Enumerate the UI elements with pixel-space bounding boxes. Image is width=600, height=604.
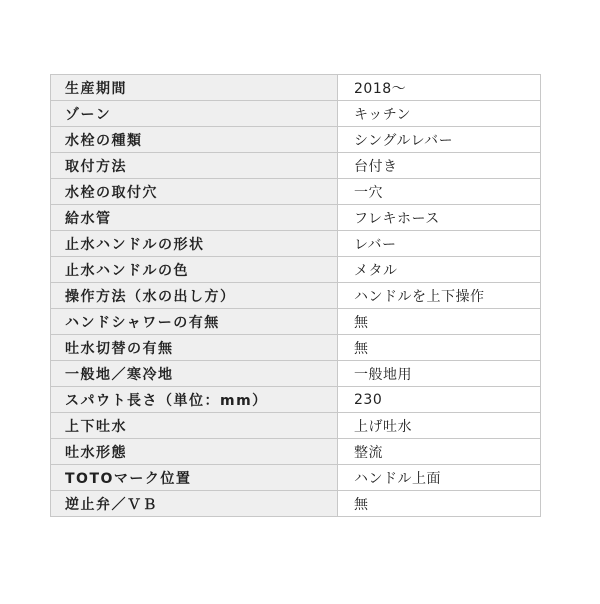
table-row — [51, 335, 541, 361]
table-row — [51, 309, 541, 335]
row-value: シングルレバー — [338, 127, 541, 153]
row-value: レバー — [338, 231, 541, 257]
table-row — [51, 127, 541, 153]
row-label: 水栓の種類 — [51, 127, 338, 153]
table-row — [51, 205, 541, 231]
table-row — [51, 491, 541, 517]
row-value: 無 — [338, 309, 541, 335]
row-value: 無 — [338, 335, 541, 361]
row-label: 給水管 — [51, 205, 338, 231]
row-label: TOTOマーク位置 — [51, 465, 338, 491]
table-row — [51, 231, 541, 257]
row-value: 2018～ — [338, 75, 541, 101]
table-row — [51, 101, 541, 127]
row-value: メタル — [338, 257, 541, 283]
row-value: 台付き — [338, 153, 541, 179]
row-label: ゾーン — [51, 101, 338, 127]
row-value: 一般地用 — [338, 361, 541, 387]
row-label: 生産期間 — [51, 75, 338, 101]
row-label: 水栓の取付穴 — [51, 179, 338, 205]
spec-table — [50, 74, 541, 517]
row-value: 230 — [338, 387, 541, 413]
table-row — [51, 387, 541, 413]
row-label: 止水ハンドルの色 — [51, 257, 338, 283]
row-label: スパウト長さ（単位：mm） — [51, 387, 338, 413]
row-label: 操作方法（水の出し方） — [51, 283, 338, 309]
table-row — [51, 257, 541, 283]
row-value: 一穴 — [338, 179, 541, 205]
row-label: 一般地／寒冷地 — [51, 361, 338, 387]
row-value: フレキホース — [338, 205, 541, 231]
table-row — [51, 465, 541, 491]
row-label: 吐水形態 — [51, 439, 338, 465]
row-value: キッチン — [338, 101, 541, 127]
row-label: 止水ハンドルの形状 — [51, 231, 338, 257]
row-value: 整流 — [338, 439, 541, 465]
row-label: 逆止弁／ＶＢ — [51, 491, 338, 517]
table-row — [51, 179, 541, 205]
row-value: ハンドル上面 — [338, 465, 541, 491]
table-row — [51, 361, 541, 387]
table-row — [51, 283, 541, 309]
row-label: 吐水切替の有無 — [51, 335, 338, 361]
table-row — [51, 413, 541, 439]
table-row — [51, 75, 541, 101]
table-row — [51, 439, 541, 465]
row-label: ハンドシャワーの有無 — [51, 309, 338, 335]
row-value: 上げ吐水 — [338, 413, 541, 439]
row-label: 上下吐水 — [51, 413, 338, 439]
table-row — [51, 153, 541, 179]
row-value: ハンドルを上下操作 — [338, 283, 541, 309]
row-value: 無 — [338, 491, 541, 517]
row-label: 取付方法 — [51, 153, 338, 179]
